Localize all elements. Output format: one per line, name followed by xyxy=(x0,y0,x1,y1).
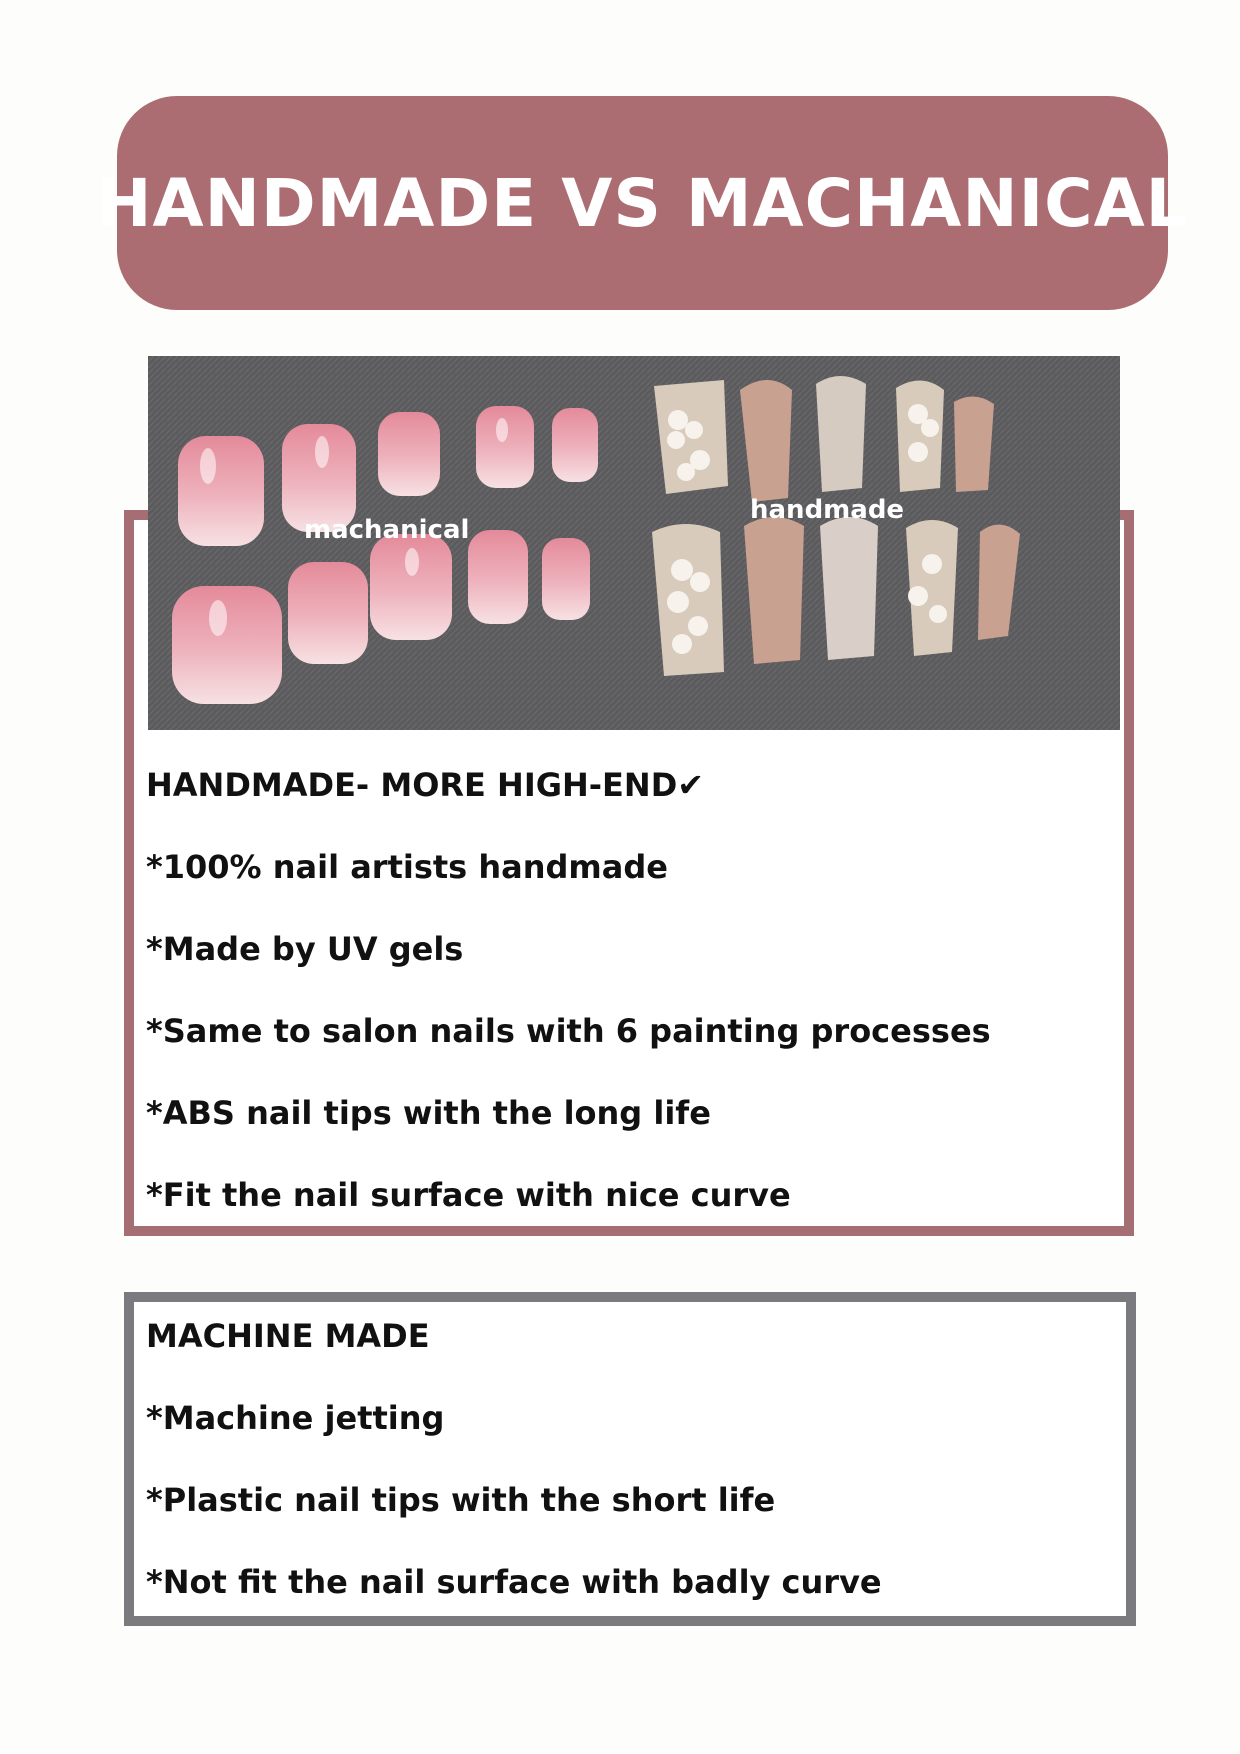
nails-photo-drawing xyxy=(148,356,1120,730)
list-item: *Made by UV gels xyxy=(146,930,464,968)
machine-heading: MACHINE MADE xyxy=(146,1317,430,1355)
list-item: *ABS nail tips with the long life xyxy=(146,1094,711,1132)
banner-title: HANDMADE VS MACHANICAL xyxy=(96,164,1189,242)
title-banner xyxy=(96,96,1189,310)
list-item: *Not fit the nail surface with badly curve xyxy=(146,1563,882,1601)
list-item: *Machine jetting xyxy=(146,1399,445,1437)
machine-features-list xyxy=(146,1295,882,1623)
label-mechanical: machanical xyxy=(304,515,470,545)
list-item: *Plastic nail tips with the short life xyxy=(146,1481,776,1519)
label-handmade: handmade xyxy=(750,495,905,525)
list-item: *100% nail artists handmade xyxy=(146,848,668,886)
handmade-features-list xyxy=(146,744,991,1236)
list-item: *Fit the nail surface with nice curve xyxy=(146,1176,791,1214)
nails-comparison-photo xyxy=(148,356,1120,730)
list-item: *Same to salon nails with 6 painting processes xyxy=(146,1012,991,1050)
handmade-heading: HANDMADE- MORE HIGH-END✔ xyxy=(146,766,705,804)
